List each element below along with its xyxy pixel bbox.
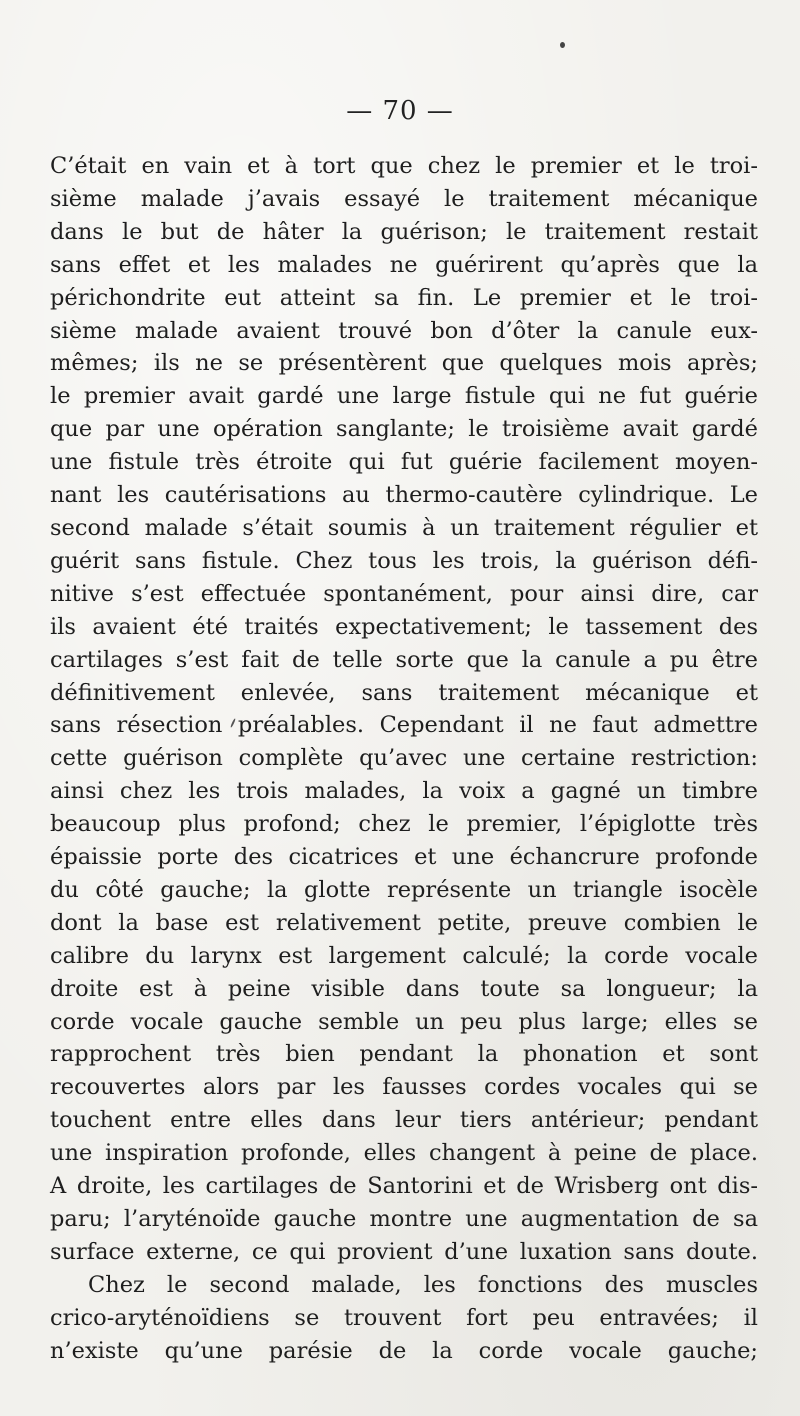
text-line: n’existe qu’une parésie de la corde vocale gauche; [50,1337,758,1364]
text-line: sième malade avaient trouvé bon d’ôter la canule eux- [50,317,758,344]
text-line: cette guérison complète qu’avec une certaine restriction: [50,745,758,772]
text-line: Chez le second malade, les fonctions des muscles [88,1271,758,1298]
text-line: une inspiration profonde, elles changent à peine de place. [50,1140,758,1167]
page-number: — 70 — [346,96,454,126]
text-line: calibre du larynx est largement calculé; la corde vocale [50,942,758,969]
text-line: définitivement enlevée, sans traitement mécanique et [50,679,758,706]
text-line: le premier avait gardé une large fistule qui ne fut guérie [50,383,758,410]
text-line: dans le but de hâter la guérison; le traitement restait [50,218,758,245]
text-line: nitive s’est effectuée spontanément, pour ainsi dire, car [50,580,758,607]
text-line: dont la base est relativement petite, preuve combien le [50,909,758,936]
text-line: périchondrite eut atteint sa fin. Le premier et le troi- [50,284,758,311]
text-line: cartilages s’est fait de telle sorte que la canule a pu être [50,646,758,673]
ink-speck [560,42,565,48]
text-line: que par une opération sanglante; le troisième avait gardé [50,416,758,443]
text-line: droite est à peine visible dans toute sa longueur; la [50,975,758,1002]
text-line: recouvertes alors par les fausses cordes vocales qui se [50,1074,758,1101]
text-line: guérit sans fistule. Chez tous les trois, la guérison défi- [50,547,758,574]
text-line: nant les cautérisations au thermo-cautère cylindrique. Le [50,482,758,509]
text-line: mêmes; ils ne se présentèrent que quelques mois après; [50,350,758,377]
text-line: crico-aryténoïdiens se trouvent fort peu entravées; il [50,1304,758,1331]
text-line: corde vocale gauche semble un peu plus large; elles se [50,1008,758,1035]
text-line: rapprochent très bien pendant la phonation et sont [50,1041,758,1068]
text-line: C’était en vain et à tort que chez le premier et le troi- [50,153,758,179]
text-line: touchent entre elles dans leur tiers antérieur; pendant [50,1107,758,1134]
text-line: ainsi chez les trois malades, la voix a gagné un timbre [50,778,758,805]
text-line: beaucoup plus profond; chez le premier, l’épiglotte très [50,811,758,838]
text-line: sans effet et les malades ne guérirent qu’après que la [50,251,758,278]
text-line: sième malade j’avais essayé le traitement mécanique [50,185,758,212]
text-line: sans résection préalables. Cependant il ne faut admettre [50,712,758,739]
text-line: du côté gauche; la glotte représente un triangle isocèle [50,876,758,903]
text-line: une fistule très étroite qui fut guérie facilement moyen- [50,449,758,476]
paragraph-2 [50,1269,758,1368]
text-line: paru; l’aryténoïde gauche montre une augmentation de sa [50,1206,758,1232]
text-line: ils avaient été traités expectativement; le tassement des [50,613,758,640]
paragraph-1 [50,150,758,1269]
text-line: A droite, les cartilages de Santorini et de Wrisberg ont dis- [50,1173,758,1200]
text-line: épaissie porte des cicatrices et une échancrure profonde [50,844,758,871]
body-text [50,150,758,1368]
text-line: surface externe, ce qui provient d’une luxation sans doute. [50,1238,758,1265]
text-line: second malade s’était soumis à un traitement régulier et [50,514,758,541]
